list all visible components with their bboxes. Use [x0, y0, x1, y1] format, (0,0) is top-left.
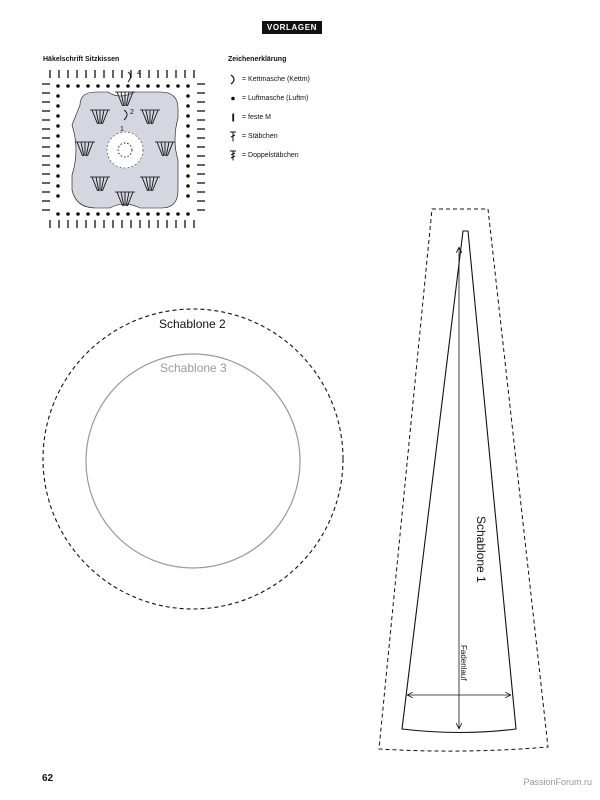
legend-title: Zeichenerklärung	[228, 56, 287, 63]
round-number-1: 1	[120, 126, 124, 133]
legend-label: = feste M	[242, 114, 271, 121]
round-number-2: 2	[130, 109, 134, 116]
template-1-label: Schablone 1	[474, 516, 488, 583]
legend-label: = Doppelstäbchen	[242, 152, 299, 159]
template-3-label: Schablone 3	[160, 361, 227, 375]
template-3-circle	[86, 354, 300, 568]
crochet-chart-title: Häkelschrift Sitzkissen	[43, 56, 120, 63]
round-number-4: 4	[137, 70, 141, 77]
watermark: PassionForum.ru	[523, 777, 592, 787]
grain-label: Fadenlauf	[459, 645, 468, 681]
legend-label: = Kettmasche (Kettm)	[242, 76, 310, 83]
legend-label: = Stäbchen	[242, 133, 278, 140]
template-2-label: Schablone 2	[159, 317, 226, 331]
page-number: 62	[42, 773, 54, 784]
section-header-tag: VORLAGEN	[262, 21, 322, 34]
legend-label: = Luftmasche (Luftm)	[242, 95, 309, 102]
